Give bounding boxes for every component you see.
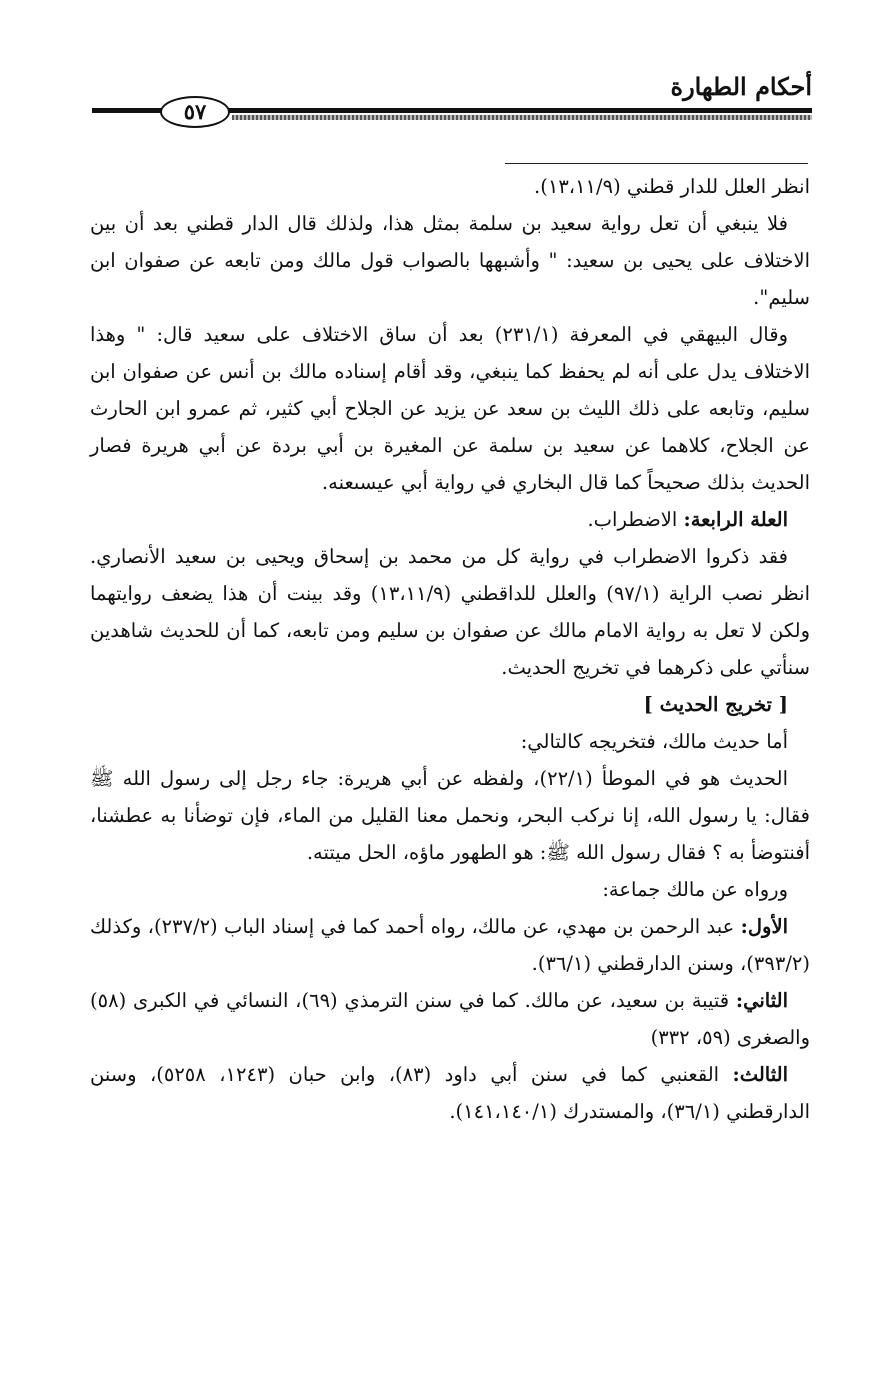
- footnote-separator: [505, 163, 808, 164]
- header-rule-textured: [232, 115, 812, 120]
- paragraph: العلة الرابعة: الاضطراب.: [587, 508, 788, 531]
- page-header: [92, 70, 812, 130]
- section-heading: [ تخريج الحديث ]: [643, 693, 788, 716]
- section-label: العلة الرابعة:: [683, 508, 788, 531]
- paragraph: فقد ذكروا الاضطراب في رواية كل من محمد بن إسحاق ويحيى بن سعيد الأنصاري. انظر نصب الراية (٩٧/١) والعلل للداقطني (١٣،١١/٩) وقد بينت أن هذا يضعف روايتهما ولكن لا تعل به رواية الامام مالك عن صفوان بن سليم ومن تابعه، كما أن للحديث شاهدين سنأتي على ذكرهما في تخريج الحديث.: [90, 545, 810, 679]
- paragraph: ورواه عن مالك جماعة:: [602, 878, 788, 901]
- paragraph: الأول: عبد الرحمن بن مهدي، عن مالك، رواه أحمد كما في إسناد الباب (٢٣٧/٢)، وكذلك (٣٩٣/٢)، وسنن الدارقطني (٣٦/١).: [90, 915, 810, 975]
- running-title: أحكام الطهارة: [670, 72, 812, 101]
- paragraph: فلا ينبغي أن تعل رواية سعيد بن سلمة بمثل هذا، ولذلك قال الدار قطني بعد أن بين الاختلاف على يحيى بن سعيد: " وأشبهها بالصواب قول مالك ومن تابعه عن صفوان ابن سليم".: [90, 212, 810, 309]
- paragraph: وقال البيهقي في المعرفة (٢٣١/١) بعد أن ساق الاختلاف على سعيد قال: " وهذا الاختلاف يدل على أنه لم يحفظ كما ينبغي، وقد أقام إسناده مالك بن أنس عن صفوان ابن سليم، وتابعه على ذلك الليث بن سعد عن يزيد عن الجلاح أبي كثير، ثم عمرو ابن الحارث عن الجلاح، كلاهما عن سعيد بن سلمة عن المغيرة بن أبي بردة عن أبي هريرة فصار الحديث بذلك صحيحاً كما قال البخاري في رواية أبي عيسىعنه.: [90, 323, 810, 494]
- paragraph: أما حديث مالك، فتخريجه كالتالي:: [520, 730, 788, 753]
- item-label: الثالث:: [732, 1063, 788, 1086]
- paragraph: الحديث هو في الموطأ (٢٢/١)، ولفظه عن أبي هريرة: جاء رجل إلى رسول الله ﷺ فقال: يا رسول الله، إنا نركب البحر، ونحمل معنا القليل من الماء، فإن توضأنا به عطشنا، أفنتوضأ به ؟ فقال رسول الله ﷺ: هو الطهور ماؤه، الحل ميتته.: [90, 767, 810, 864]
- page-body: [90, 168, 810, 1130]
- page-number: ٥٧: [160, 96, 230, 128]
- item-label: الثاني:: [735, 989, 788, 1012]
- footnote: انظر العلل للدار قطني (١٣،١١/٩).: [534, 175, 810, 198]
- paragraph: الثالث: القعنبي كما في سنن أبي داود (٨٣)، وابن حبان (١٢٤٣، ٥٢٥٨)، وسنن الدارقطني (٣٦/١)، والمستدرك (١٤١،١٤٠/١).: [90, 1063, 810, 1123]
- paragraph: الثاني: قتيبة بن سعيد، عن مالك. كما في سنن الترمذي (٦٩)، النسائي في الكبرى (٥٨) والصغرى (٥٩، ٣٣٢): [90, 989, 810, 1049]
- item-label: الأول:: [740, 915, 788, 938]
